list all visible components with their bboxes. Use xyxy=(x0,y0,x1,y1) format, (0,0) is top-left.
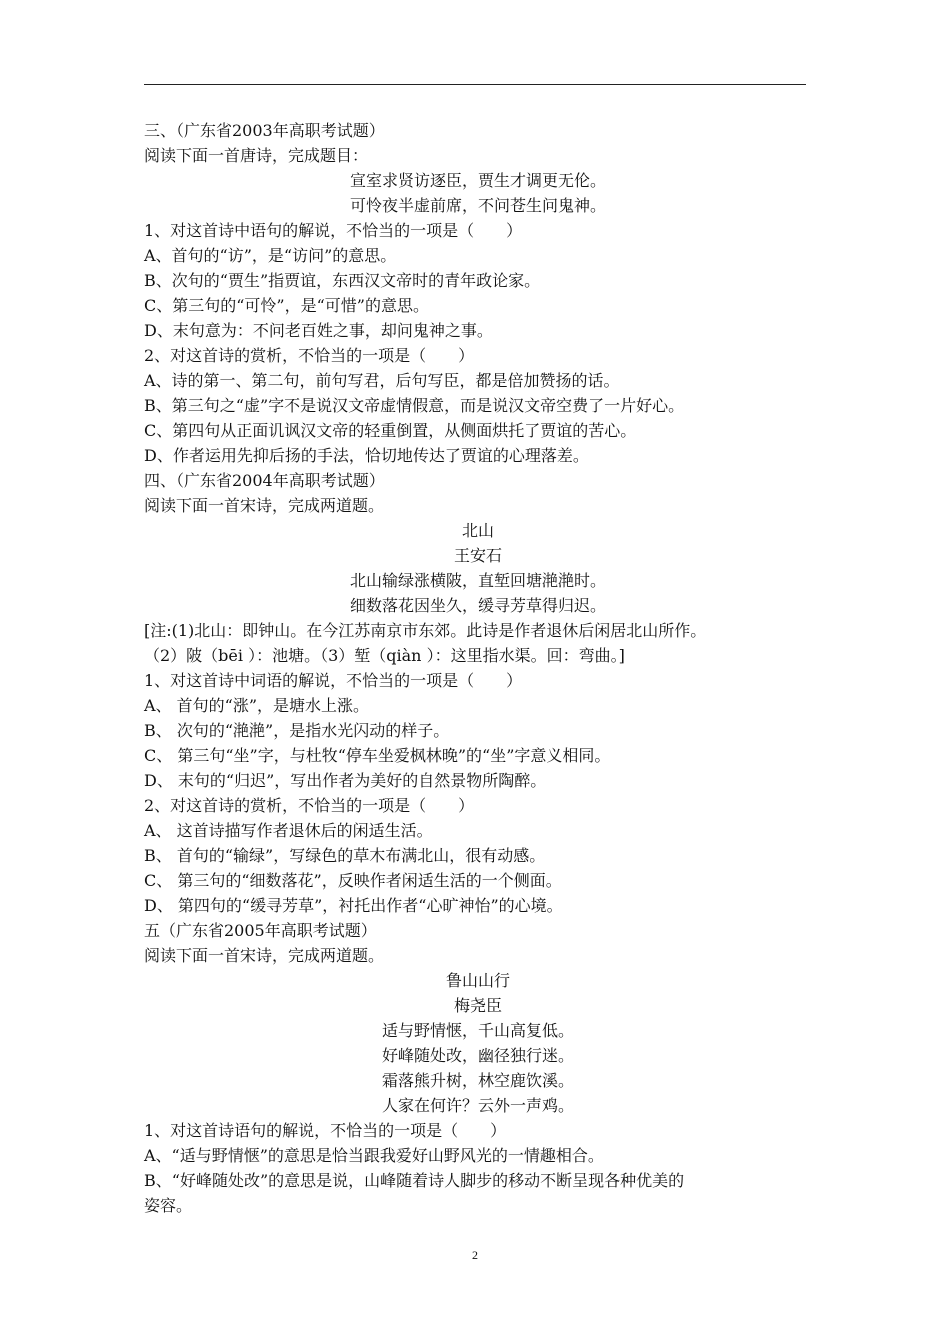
question-stem: 2、对这首诗的赏析，不恰当的一项是（ ） xyxy=(144,346,475,365)
answer-option: A、诗的第一、第二句，前句写君，后句写臣，都是倍加赞扬的话。 xyxy=(144,371,620,390)
answer-option: B、 次句的“滟滟”，是指水光闪动的样子。 xyxy=(144,721,450,740)
poem-line: 好峰随处改，幽径独行迷。 xyxy=(381,1046,574,1065)
question-stem: 1、对这首诗语句的解说，不恰当的一项是（ ） xyxy=(144,1121,507,1140)
section5-heading: 五（广东省2005年高职考试题） xyxy=(144,921,377,940)
section5-intro: 阅读下面一首宋诗，完成两道题。 xyxy=(144,946,385,965)
answer-option: B、“好峰随处改”的意思是说，山峰随着诗人脚步的移动不断呈现各种优美的 xyxy=(144,1171,685,1190)
section3-heading: 三、（广东省2003年高职考试题） xyxy=(144,121,385,140)
poem-line: 宣室求贤访逐臣，贾生才调更无伦。 xyxy=(349,171,606,190)
page-number: 2 xyxy=(472,1248,478,1262)
answer-option: C、第三句的“可怜”，是“可惜”的意思。 xyxy=(144,296,429,315)
poem-note: [注:(1)北山：即钟山。在今江苏南京市东郊。此诗是作者退休后闲居北山所作。 xyxy=(144,621,707,640)
answer-option: D、 末句的“归迟”，写出作者为美好的自然景物所陶醉。 xyxy=(144,771,547,790)
poem-line: 北山输绿涨横陂，直堑回塘滟滟时。 xyxy=(349,571,606,590)
poem-title: 北山 xyxy=(461,521,494,540)
poem-title: 鲁山山行 xyxy=(445,971,510,990)
poem-line: 适与野情惬，千山高复低。 xyxy=(381,1021,574,1040)
section4-intro: 阅读下面一首宋诗，完成两道题。 xyxy=(144,496,385,515)
answer-option: B、次句的“贾生”指贾谊，东西汉文帝时的青年政论家。 xyxy=(144,271,541,290)
answer-option: C、 第三句的“细数落花”，反映作者闲适生活的一个侧面。 xyxy=(144,871,562,890)
answer-option: A、首句的“访”，是“访问”的意思。 xyxy=(144,246,397,265)
answer-option: D、 第四句的“缓寻芳草”，衬托出作者“心旷神怡”的心境。 xyxy=(144,896,563,915)
answer-option-continued: 姿容。 xyxy=(144,1196,193,1215)
answer-option: A、“适与野情惬”的意思是恰当跟我爱好山野风光的一情趣相合。 xyxy=(144,1146,604,1165)
answer-option: D、末句意为：不问老百姓之事，却问鬼神之事。 xyxy=(144,321,493,340)
question-stem: 1、对这首诗中词语的解说，不恰当的一项是（ ） xyxy=(144,671,523,690)
poem-author: 梅尧臣 xyxy=(453,996,502,1015)
section4-heading: 四、（广东省2004年高职考试题） xyxy=(144,471,385,490)
poem-author: 王安石 xyxy=(453,546,502,565)
poem-line: 人家在何许？云外一声鸡。 xyxy=(381,1096,574,1115)
answer-option: B、 首句的“输绿”，写绿色的草木布满北山，很有动感。 xyxy=(144,846,546,865)
section3-intro: 阅读下面一首唐诗，完成题目： xyxy=(144,146,369,165)
poem-line: 细数落花因坐久，缓寻芳草得归迟。 xyxy=(349,596,606,615)
question-stem: 2、对这首诗的赏析，不恰当的一项是（ ） xyxy=(144,796,475,815)
answer-option: D、作者运用先抑后扬的手法，恰切地传达了贾谊的心理落差。 xyxy=(144,446,589,465)
poem-line: 霜落熊升树，林空鹿饮溪。 xyxy=(381,1071,574,1090)
document-body xyxy=(144,118,812,1218)
header-rule xyxy=(144,84,806,85)
answer-option: C、第四句从正面讥讽汉文帝的轻重倒置，从侧面烘托了贾谊的苦心。 xyxy=(144,421,637,440)
answer-option: B、第三句之“虚”字不是说汉文帝虚情假意，而是说汉文帝空费了一片好心。 xyxy=(144,396,685,415)
answer-option: A、 这首诗描写作者退休后的闲适生活。 xyxy=(144,821,433,840)
answer-option: A、 首句的“涨”，是塘水上涨。 xyxy=(144,696,370,715)
poem-line: 可怜夜半虚前席，不问苍生问鬼神。 xyxy=(349,196,606,215)
question-stem: 1、对这首诗中语句的解说，不恰当的一项是（ ） xyxy=(144,221,523,240)
answer-option: C、 第三句“坐”字，与杜牧“停车坐爱枫林晚”的“坐”字意义相同。 xyxy=(144,746,611,765)
poem-note: （2）陂（bēi ）：池塘。（3）堑（qiàn ）：这里指水渠。回：弯曲。] xyxy=(144,646,625,665)
